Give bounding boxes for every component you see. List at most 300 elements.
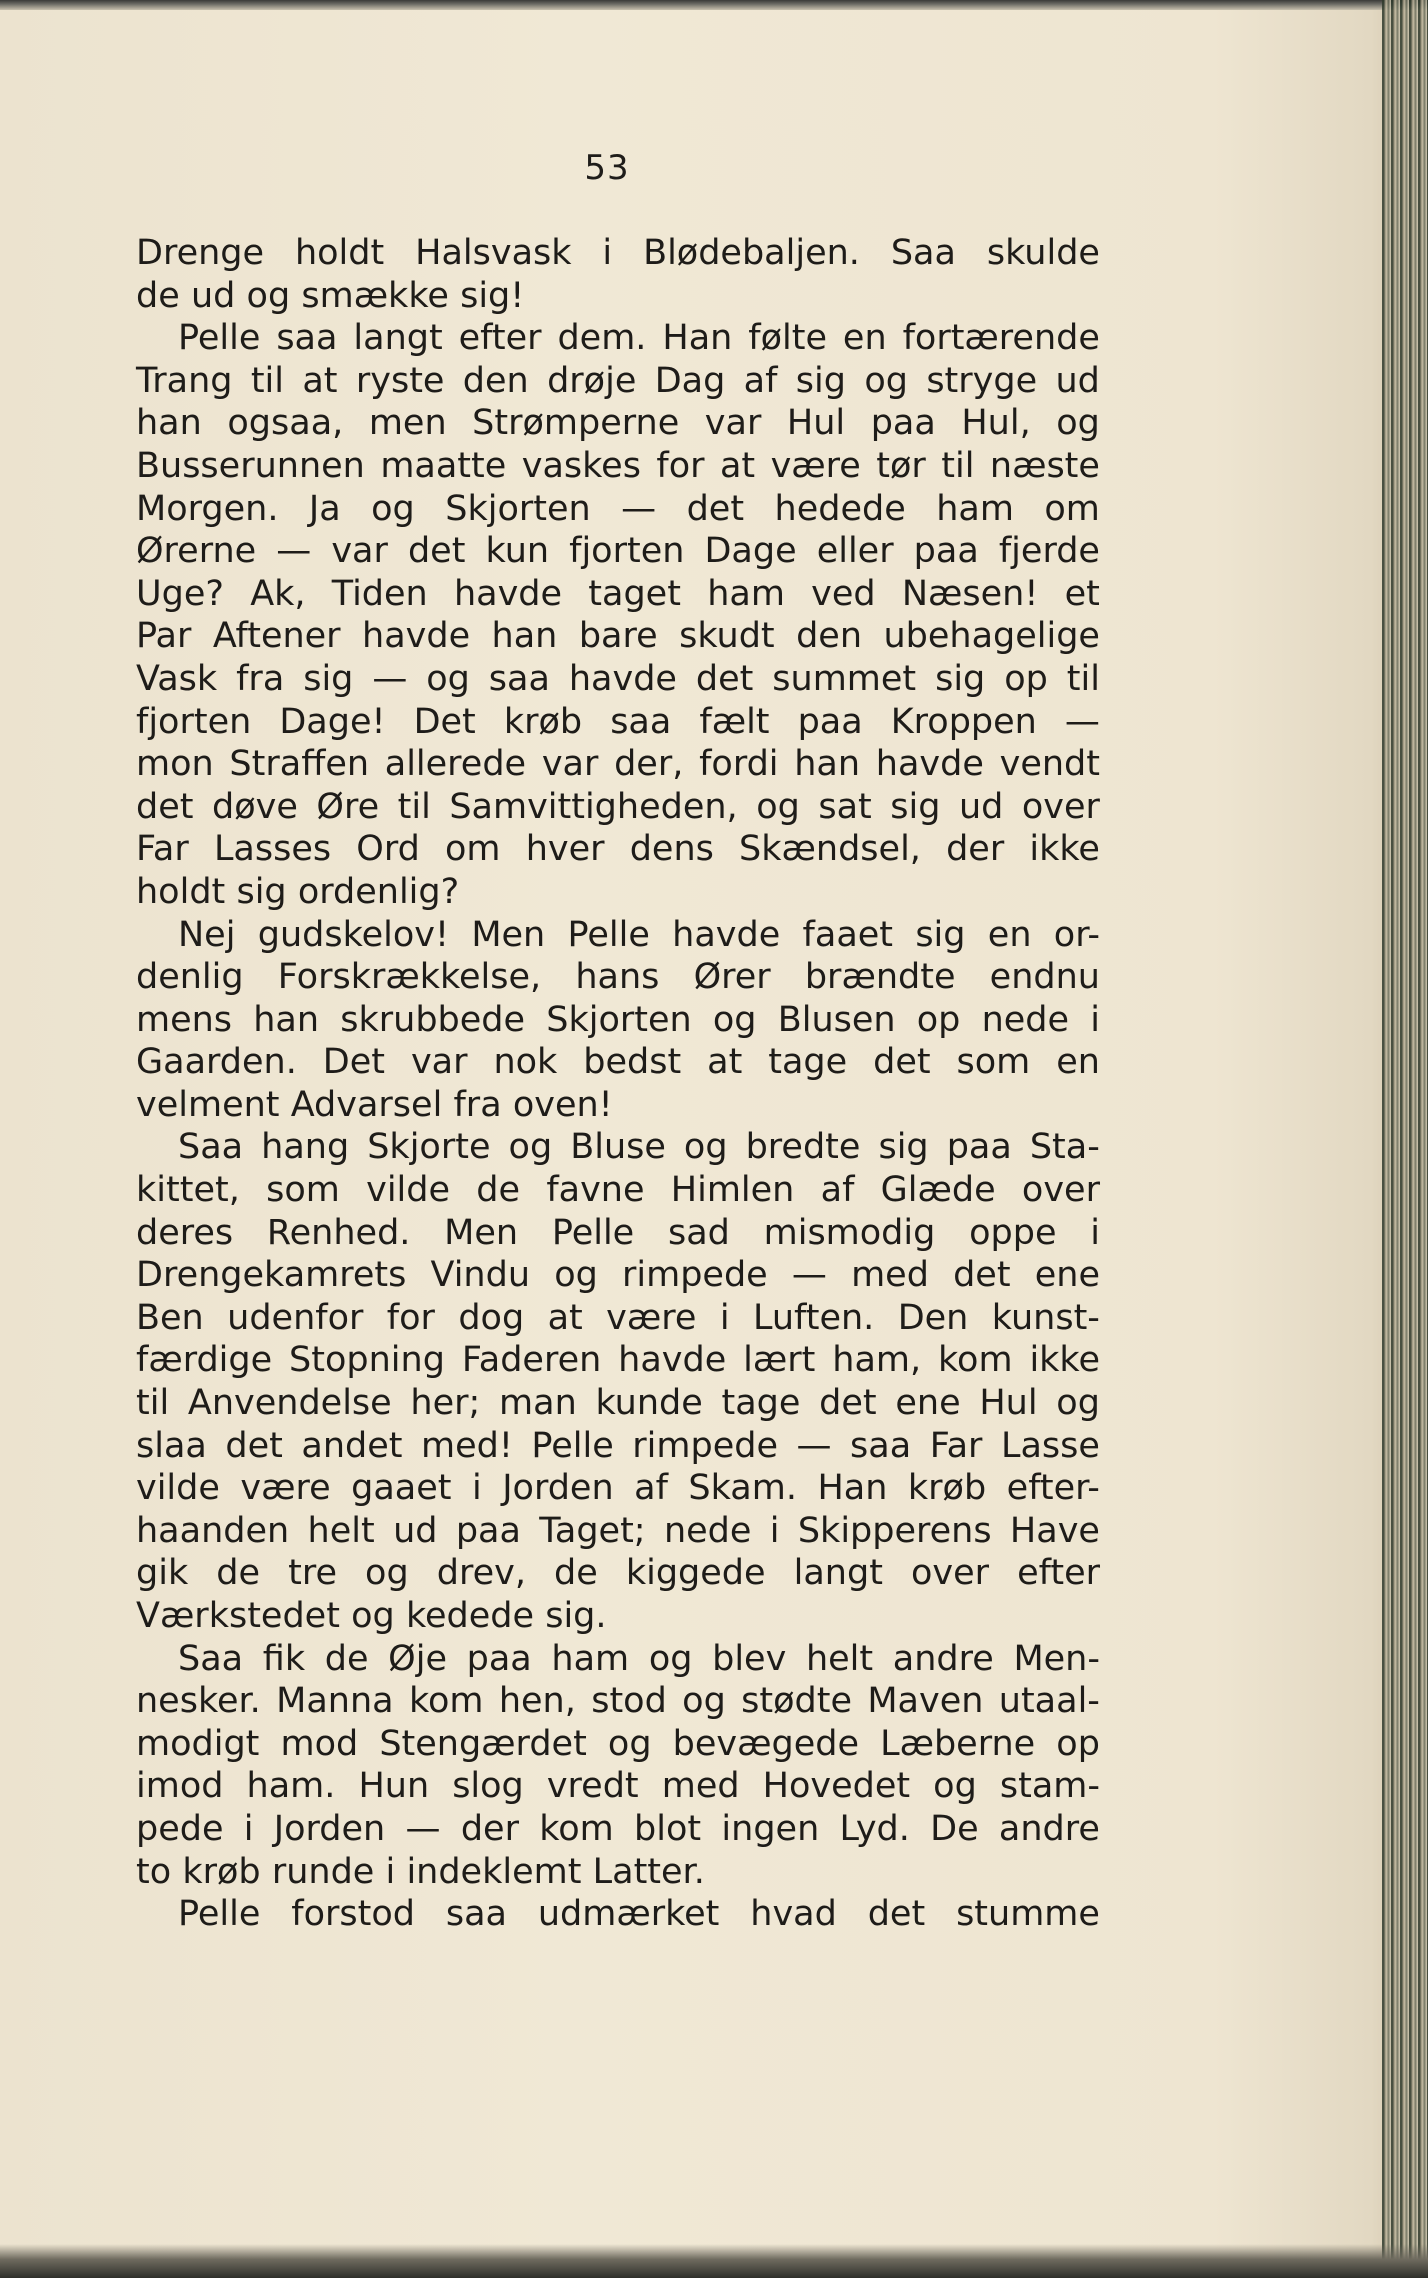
- word: skulde: [986, 233, 1100, 273]
- page-bottom-edge: [0, 2244, 1428, 2278]
- word: en: [987, 914, 1032, 955]
- word: andre: [892, 1638, 994, 1679]
- word: og: [864, 360, 908, 401]
- word: Men-: [1013, 1638, 1100, 1679]
- word: rimpede: [632, 1425, 778, 1466]
- word: bredte: [745, 1127, 861, 1168]
- word: saa: [488, 658, 550, 699]
- word: af: [634, 1468, 668, 1509]
- word: Stopning: [289, 1340, 445, 1381]
- page-number: 53: [584, 148, 630, 188]
- word: de: [136, 275, 180, 316]
- word: paa: [913, 531, 979, 572]
- word: og: [756, 786, 800, 827]
- word: Strømperne: [472, 403, 680, 444]
- word: Øre: [316, 786, 380, 827]
- word: tør: [876, 445, 926, 486]
- word: Skjorten: [445, 488, 591, 529]
- word: stryge: [926, 360, 1038, 401]
- word: Far: [929, 1425, 983, 1466]
- word: fra: [236, 658, 285, 699]
- word: taget: [588, 573, 681, 614]
- word: rimpede: [622, 1255, 768, 1296]
- word: Hun: [358, 1766, 430, 1807]
- body-text: [136, 232, 1100, 1936]
- text-line: [136, 1041, 1100, 1084]
- word: til: [1066, 658, 1100, 699]
- text-line: [136, 1084, 1100, 1127]
- word: paa: [946, 1127, 1012, 1168]
- word: ene: [895, 1383, 961, 1424]
- word: —: [1064, 701, 1100, 742]
- word: tage: [768, 1042, 848, 1083]
- word: op: [1056, 1723, 1100, 1764]
- word: fortærende: [902, 318, 1100, 359]
- word: krøb: [907, 1468, 987, 1509]
- word: Dage: [704, 531, 797, 572]
- word: var: [410, 1042, 468, 1083]
- text-line: [136, 828, 1100, 871]
- word: kiggede: [625, 1553, 766, 1594]
- text-line: [136, 871, 1100, 914]
- word: Skam.: [688, 1468, 797, 1509]
- text-line: [136, 1723, 1100, 1766]
- word: smække: [301, 275, 449, 316]
- word: Pelle: [178, 1894, 261, 1935]
- word: blot: [634, 1808, 702, 1849]
- word: langt: [353, 318, 443, 359]
- word: allerede: [384, 744, 527, 785]
- word: og: [508, 1127, 553, 1168]
- word: det: [873, 1042, 931, 1083]
- word: de: [324, 1638, 369, 1679]
- word: De: [930, 1808, 979, 1849]
- word: —: [796, 1425, 832, 1466]
- word: være: [240, 1468, 331, 1509]
- word: forstod: [291, 1894, 415, 1935]
- word: Skjorte: [367, 1127, 491, 1168]
- word: drev,: [436, 1553, 526, 1594]
- word: Ben: [136, 1297, 204, 1338]
- word: Lyd.: [839, 1808, 910, 1849]
- word: nede: [663, 1510, 752, 1551]
- word: døve: [212, 786, 298, 827]
- word: ham,: [832, 1340, 922, 1381]
- word: indeklemt: [406, 1851, 582, 1892]
- word: Kroppen: [890, 701, 1037, 742]
- word: kunde: [595, 1383, 703, 1424]
- word: udmærket: [537, 1894, 720, 1935]
- word: slog: [452, 1766, 524, 1807]
- word: og: [351, 1596, 395, 1636]
- word: for: [656, 445, 705, 486]
- word: kom: [408, 1681, 484, 1722]
- word: Skændsel,: [739, 829, 921, 870]
- word: der: [946, 829, 1005, 870]
- word: næste: [989, 445, 1100, 486]
- word: Ørerne: [136, 531, 257, 572]
- word: som: [266, 1170, 340, 1211]
- word: Øje: [388, 1638, 447, 1679]
- word: Det: [413, 701, 476, 742]
- word: Maven: [867, 1681, 984, 1722]
- word: Han: [662, 318, 733, 359]
- word: andet: [301, 1425, 403, 1466]
- word: modigt: [136, 1723, 260, 1764]
- word: efter-: [1006, 1468, 1100, 1509]
- word: stam-: [999, 1766, 1100, 1807]
- word: i: [769, 1510, 780, 1551]
- word: blev: [712, 1638, 787, 1679]
- word: utaal-: [998, 1681, 1100, 1722]
- word: Vask: [136, 658, 218, 699]
- word: Saa: [178, 1127, 244, 1168]
- word: og: [365, 1553, 409, 1594]
- word: de: [476, 1170, 521, 1211]
- word: ved: [811, 573, 876, 614]
- word: andre: [998, 1808, 1100, 1849]
- word: i: [719, 1297, 730, 1338]
- word: i: [243, 1808, 254, 1849]
- word: holdt: [136, 871, 226, 912]
- word: Ja: [308, 488, 341, 529]
- word: hedede: [774, 488, 906, 529]
- word: langt: [793, 1553, 883, 1594]
- word: havde: [875, 744, 984, 785]
- word: Advarsel: [290, 1084, 443, 1125]
- word: skudt: [679, 616, 775, 657]
- word: Taget;: [539, 1510, 646, 1551]
- word: Halsvask: [415, 233, 572, 273]
- word: bare: [578, 616, 658, 657]
- word: hans: [575, 957, 660, 998]
- word: Forskrækkelse,: [277, 957, 542, 998]
- word: var: [541, 744, 599, 785]
- word: dog: [458, 1297, 525, 1338]
- word: dem.: [557, 318, 647, 359]
- word: mismodig: [763, 1212, 936, 1253]
- word: Drengekamrets: [136, 1255, 407, 1296]
- word: være: [606, 1297, 697, 1338]
- text-line: [136, 1552, 1100, 1595]
- word: or-: [1053, 914, 1100, 955]
- word: fjorten: [569, 531, 685, 572]
- word: ingen: [721, 1808, 820, 1849]
- word: var: [331, 531, 388, 572]
- text-line: [136, 1297, 1100, 1340]
- word: mon: [136, 744, 214, 785]
- word: og: [607, 1723, 652, 1764]
- word: —: [276, 531, 312, 572]
- word: havde: [568, 658, 677, 699]
- word: og: [554, 1255, 598, 1296]
- word: bevægede: [672, 1723, 859, 1764]
- word: Par: [136, 616, 192, 657]
- word: Faderen: [461, 1340, 602, 1381]
- word: hen,: [498, 1681, 576, 1722]
- word: Hul,: [961, 403, 1031, 444]
- text-line: [136, 1893, 1100, 1936]
- word: havde: [672, 914, 781, 955]
- text-line: [136, 360, 1100, 403]
- word: kom: [938, 1340, 1013, 1381]
- word: sig: [915, 914, 966, 955]
- text-line: [136, 1425, 1100, 1468]
- text-line: [136, 317, 1100, 360]
- word: Skjorten: [546, 999, 692, 1040]
- word: lært: [743, 1340, 816, 1381]
- word: Manna: [276, 1681, 394, 1722]
- word: Ord: [356, 829, 420, 870]
- word: Blødebaljen.: [643, 233, 860, 273]
- word: at: [707, 1042, 743, 1083]
- word: udenfor: [227, 1297, 364, 1338]
- word: Sta-: [1029, 1127, 1100, 1168]
- word: Lasse: [1000, 1425, 1100, 1466]
- word: Bluse: [570, 1127, 666, 1168]
- text-line: [136, 530, 1100, 573]
- word: over: [910, 1553, 990, 1594]
- word: Næsen!: [901, 573, 1039, 614]
- word: helt: [307, 1510, 375, 1551]
- word: —: [621, 488, 657, 529]
- text-line: [136, 615, 1100, 658]
- word: Trang: [136, 360, 233, 401]
- word: Ak,: [250, 573, 306, 614]
- word: ordenlig?: [297, 871, 460, 912]
- word: paa: [870, 403, 936, 444]
- word: oven!: [512, 1084, 613, 1125]
- word: med: [661, 1766, 740, 1807]
- word: Den: [897, 1297, 969, 1338]
- word: Vindu: [430, 1255, 531, 1296]
- word: det: [695, 658, 754, 699]
- word: dens: [629, 829, 714, 870]
- text-line: [136, 1126, 1100, 1169]
- word: for: [386, 1297, 435, 1338]
- word: vilde: [366, 1170, 451, 1211]
- word: vredt: [546, 1766, 639, 1807]
- text-line: [136, 445, 1100, 488]
- word: mod: [280, 1723, 359, 1764]
- word: velment: [136, 1084, 280, 1125]
- word: i: [1090, 1212, 1100, 1253]
- word: krøb: [503, 701, 583, 742]
- word: sig!: [460, 275, 525, 316]
- word: hang: [261, 1127, 350, 1168]
- word: det: [867, 1894, 926, 1935]
- word: der,: [614, 744, 684, 785]
- word: Tiden: [331, 573, 428, 614]
- word: imod: [136, 1766, 224, 1807]
- word: Morgen.: [136, 488, 279, 529]
- word: paa: [455, 1510, 521, 1551]
- word: det: [136, 786, 194, 827]
- word: ham.: [246, 1766, 336, 1807]
- word: nesker.: [136, 1681, 261, 1722]
- word: Latter.: [592, 1851, 705, 1892]
- word: og: [371, 488, 415, 529]
- word: Det: [322, 1042, 386, 1083]
- word: kedede: [405, 1596, 535, 1636]
- word: slaa: [136, 1425, 207, 1466]
- text-line: [136, 573, 1100, 616]
- text-line: [136, 658, 1100, 701]
- word: ryste: [355, 360, 445, 401]
- word: at: [302, 360, 338, 401]
- word: ubehagelige: [883, 616, 1100, 657]
- word: havde: [362, 616, 471, 657]
- word: ikke: [1029, 1340, 1100, 1381]
- word: med!: [421, 1425, 513, 1466]
- word: to: [136, 1851, 172, 1892]
- word: krøb: [182, 1851, 261, 1892]
- word: at: [719, 445, 756, 486]
- word: Skipperens: [797, 1510, 992, 1551]
- text-line: [136, 1851, 1100, 1894]
- word: vendt: [999, 744, 1100, 785]
- word: det: [407, 531, 466, 572]
- word: op: [916, 999, 961, 1040]
- word: ene: [1034, 1255, 1100, 1296]
- word: af: [820, 1170, 855, 1211]
- word: vaskes: [521, 445, 641, 486]
- word: og: [683, 1127, 728, 1168]
- word: gudskelov!: [257, 914, 450, 955]
- word: fordi: [699, 744, 779, 785]
- word: og: [712, 999, 757, 1040]
- text-line: [136, 1339, 1100, 1382]
- word: en: [842, 318, 887, 359]
- word: de: [216, 1553, 261, 1594]
- word: Uge?: [136, 573, 224, 614]
- word: ud: [1055, 360, 1100, 401]
- word: det: [953, 1255, 1011, 1296]
- word: nede: [981, 999, 1070, 1040]
- page-gutter-edge: [1382, 0, 1428, 2278]
- word: favne: [546, 1170, 645, 1211]
- word: denlig: [136, 957, 244, 998]
- word: ikke: [1029, 829, 1100, 870]
- word: og: [933, 1766, 977, 1807]
- word: færdige: [136, 1340, 273, 1381]
- word: tage: [721, 1383, 801, 1424]
- word: om: [1044, 488, 1100, 529]
- word: stumme: [956, 1894, 1100, 1935]
- word: den: [796, 616, 863, 657]
- word: sig: [935, 658, 986, 699]
- word: —: [372, 658, 408, 699]
- word: gaaet: [351, 1468, 452, 1509]
- word: maatte: [380, 445, 507, 486]
- text-line: [136, 1467, 1100, 1510]
- word: i: [1090, 999, 1100, 1040]
- word: de: [554, 1553, 598, 1594]
- word: fjerde: [998, 531, 1100, 572]
- text-line: [136, 1808, 1100, 1851]
- word: han: [491, 616, 558, 657]
- word: sad: [667, 1212, 730, 1253]
- word: paa: [466, 1638, 532, 1679]
- word: med: [851, 1255, 929, 1296]
- word: hvad: [750, 1894, 837, 1935]
- word: Pelle: [178, 318, 261, 359]
- text-line: [136, 1254, 1100, 1297]
- word: Læberne: [880, 1723, 1036, 1764]
- text-line: [136, 275, 1100, 318]
- word: et: [1064, 573, 1100, 614]
- word: fælt: [699, 701, 770, 742]
- word: til: [250, 360, 284, 401]
- word: saa: [445, 1894, 507, 1935]
- text-line: [136, 1510, 1100, 1553]
- word: Værkstedet: [136, 1596, 340, 1636]
- word: her;: [410, 1383, 481, 1424]
- word: Lasses: [213, 829, 332, 870]
- word: Men: [471, 914, 546, 955]
- word: sig: [890, 786, 941, 827]
- word: ud: [190, 275, 236, 316]
- word: brændte: [804, 957, 956, 998]
- word: men: [368, 403, 447, 444]
- word: den: [462, 360, 529, 401]
- word: skrubbede: [340, 999, 526, 1040]
- word: kun: [485, 531, 550, 572]
- word: over: [1021, 1170, 1100, 1211]
- word: vilde: [136, 1468, 220, 1509]
- word: fik: [262, 1638, 306, 1679]
- word: summet: [772, 658, 917, 699]
- word: fjorten: [136, 701, 252, 742]
- word: gik: [136, 1553, 189, 1594]
- word: mens: [136, 999, 233, 1040]
- word: Samvittigheden,: [449, 786, 738, 827]
- word: eller: [816, 531, 894, 572]
- text-line: [136, 914, 1100, 957]
- text-line: [136, 1680, 1100, 1723]
- word: saa: [850, 1425, 912, 1466]
- word: en: [1056, 1042, 1100, 1083]
- word: til: [397, 786, 431, 827]
- word: var: [704, 403, 762, 444]
- word: ham: [936, 488, 1014, 529]
- word: han: [253, 999, 320, 1040]
- word: det: [686, 488, 745, 529]
- word: Have: [1009, 1510, 1100, 1551]
- word: helt: [805, 1638, 874, 1679]
- word: Renhed.: [266, 1212, 411, 1253]
- word: og: [1056, 1383, 1100, 1424]
- word: Ører: [693, 957, 771, 998]
- word: Gaarden.: [136, 1042, 297, 1083]
- word: runde: [271, 1851, 375, 1892]
- word: Han: [817, 1468, 888, 1509]
- word: drøje: [547, 360, 637, 401]
- page-top-edge: [0, 0, 1428, 10]
- text-line: [136, 956, 1100, 999]
- word: endnu: [989, 957, 1100, 998]
- word: Anvendelse: [187, 1383, 392, 1424]
- word: i: [602, 233, 613, 273]
- text-line: [136, 786, 1100, 829]
- word: Far: [136, 829, 189, 870]
- word: Drenge: [136, 233, 265, 273]
- text-line: [136, 1595, 1100, 1638]
- word: —: [405, 1808, 441, 1849]
- word: saa: [610, 701, 672, 742]
- word: pede: [136, 1808, 224, 1849]
- text-line: [136, 743, 1100, 786]
